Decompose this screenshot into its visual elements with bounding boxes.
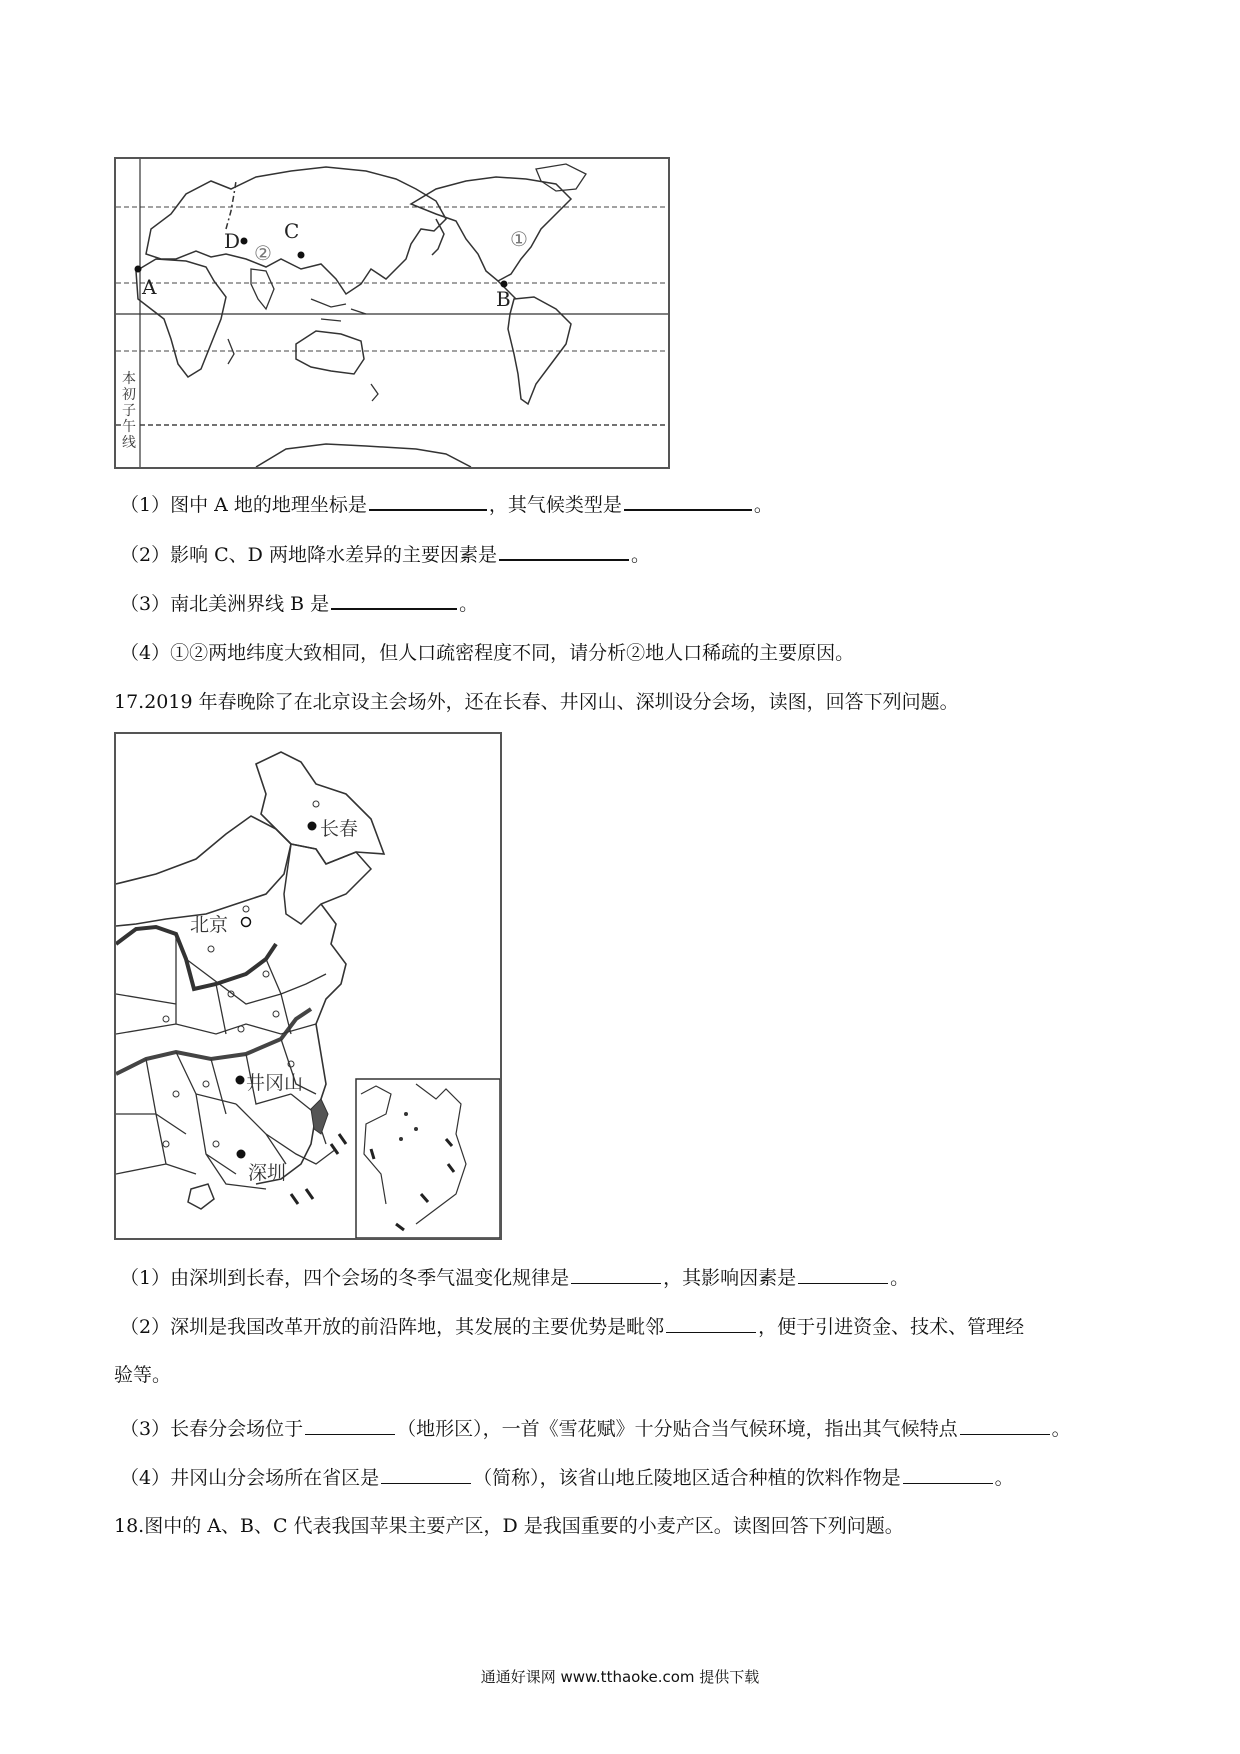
q17-stem: 17.2019 年春晚除了在北京设主会场外，还在长春、井冈山、深圳设分会场，读图，回答下列问题。	[114, 691, 959, 713]
china-map-label-changchun: 长春	[320, 818, 359, 840]
q17-part-4: （4）井冈山分会场所在省区是 （简称），该省山地丘陵地区适合种植的饮料作物是 。	[120, 1467, 1014, 1489]
q17-part-2: （2）深圳是我国改革开放的前沿阵地，其发展的主要优势是毗邻 ，便于引进资金、技术、管理经	[120, 1316, 1025, 1338]
answer-blank[interactable]	[798, 1265, 888, 1284]
answer-blank[interactable]	[960, 1416, 1050, 1435]
answer-blank[interactable]	[305, 1416, 395, 1435]
answer-blank[interactable]	[331, 590, 457, 610]
answer-blank[interactable]	[903, 1465, 993, 1484]
page-footer: 通通好课网 www.tthaoke.com 提供下载	[480, 1668, 760, 1686]
map-label-a: A	[142, 275, 157, 299]
map-label-c: C	[284, 219, 300, 243]
map-label-b: B	[496, 287, 511, 311]
q16-part-3: （3）南北美洲界线 B 是 。	[120, 590, 478, 616]
q16-part-4: （4）①②两地纬度大致相同，但人口疏密程度不同，请分析②地人口稀疏的主要原因。	[120, 642, 855, 664]
answer-blank[interactable]	[624, 491, 752, 511]
china-map-label-jinggangshan: 井冈山	[246, 1072, 304, 1094]
answer-blank[interactable]	[571, 1265, 661, 1284]
q17-part-2-cont: 验等。	[114, 1364, 172, 1386]
q17-part-3: （3）长春分会场位于 （地形区），一首《雪花赋》十分贴合当气候环境，指出其气候特点 。	[120, 1418, 1071, 1440]
world-map-drawing	[116, 159, 668, 467]
answer-blank[interactable]	[499, 541, 629, 561]
china-map-label-shenzhen: 深圳	[248, 1162, 287, 1184]
answer-blank[interactable]	[666, 1314, 756, 1333]
answer-blank[interactable]	[369, 491, 487, 511]
china-map-drawing	[116, 734, 500, 1238]
q16-part-1: （1）图中 A 地的地理坐标是 ，其气候类型是 。	[120, 491, 773, 517]
map-label-d: D	[224, 229, 241, 253]
answer-blank[interactable]	[381, 1465, 471, 1484]
q16-part-2: （2）影响 C、D 两地降水差异的主要因素是 。	[120, 541, 650, 567]
map-label-circle-1: ①	[510, 227, 528, 251]
china-map-label-beijing: 北京	[190, 914, 229, 936]
q17-part-1: （1）由深圳到长春，四个会场的冬季气温变化规律是 ，其影响因素是 。	[120, 1267, 910, 1289]
prime-meridian-label: 本初子午线	[122, 371, 136, 451]
world-map-figure	[114, 157, 670, 469]
q18-stem: 18.图中的 A、B、C 代表我国苹果主要产区，D 是我国重要的小麦产区。读图回答下列问题。	[114, 1515, 904, 1537]
china-map-figure	[114, 732, 502, 1240]
map-label-circle-2: ②	[254, 241, 272, 265]
